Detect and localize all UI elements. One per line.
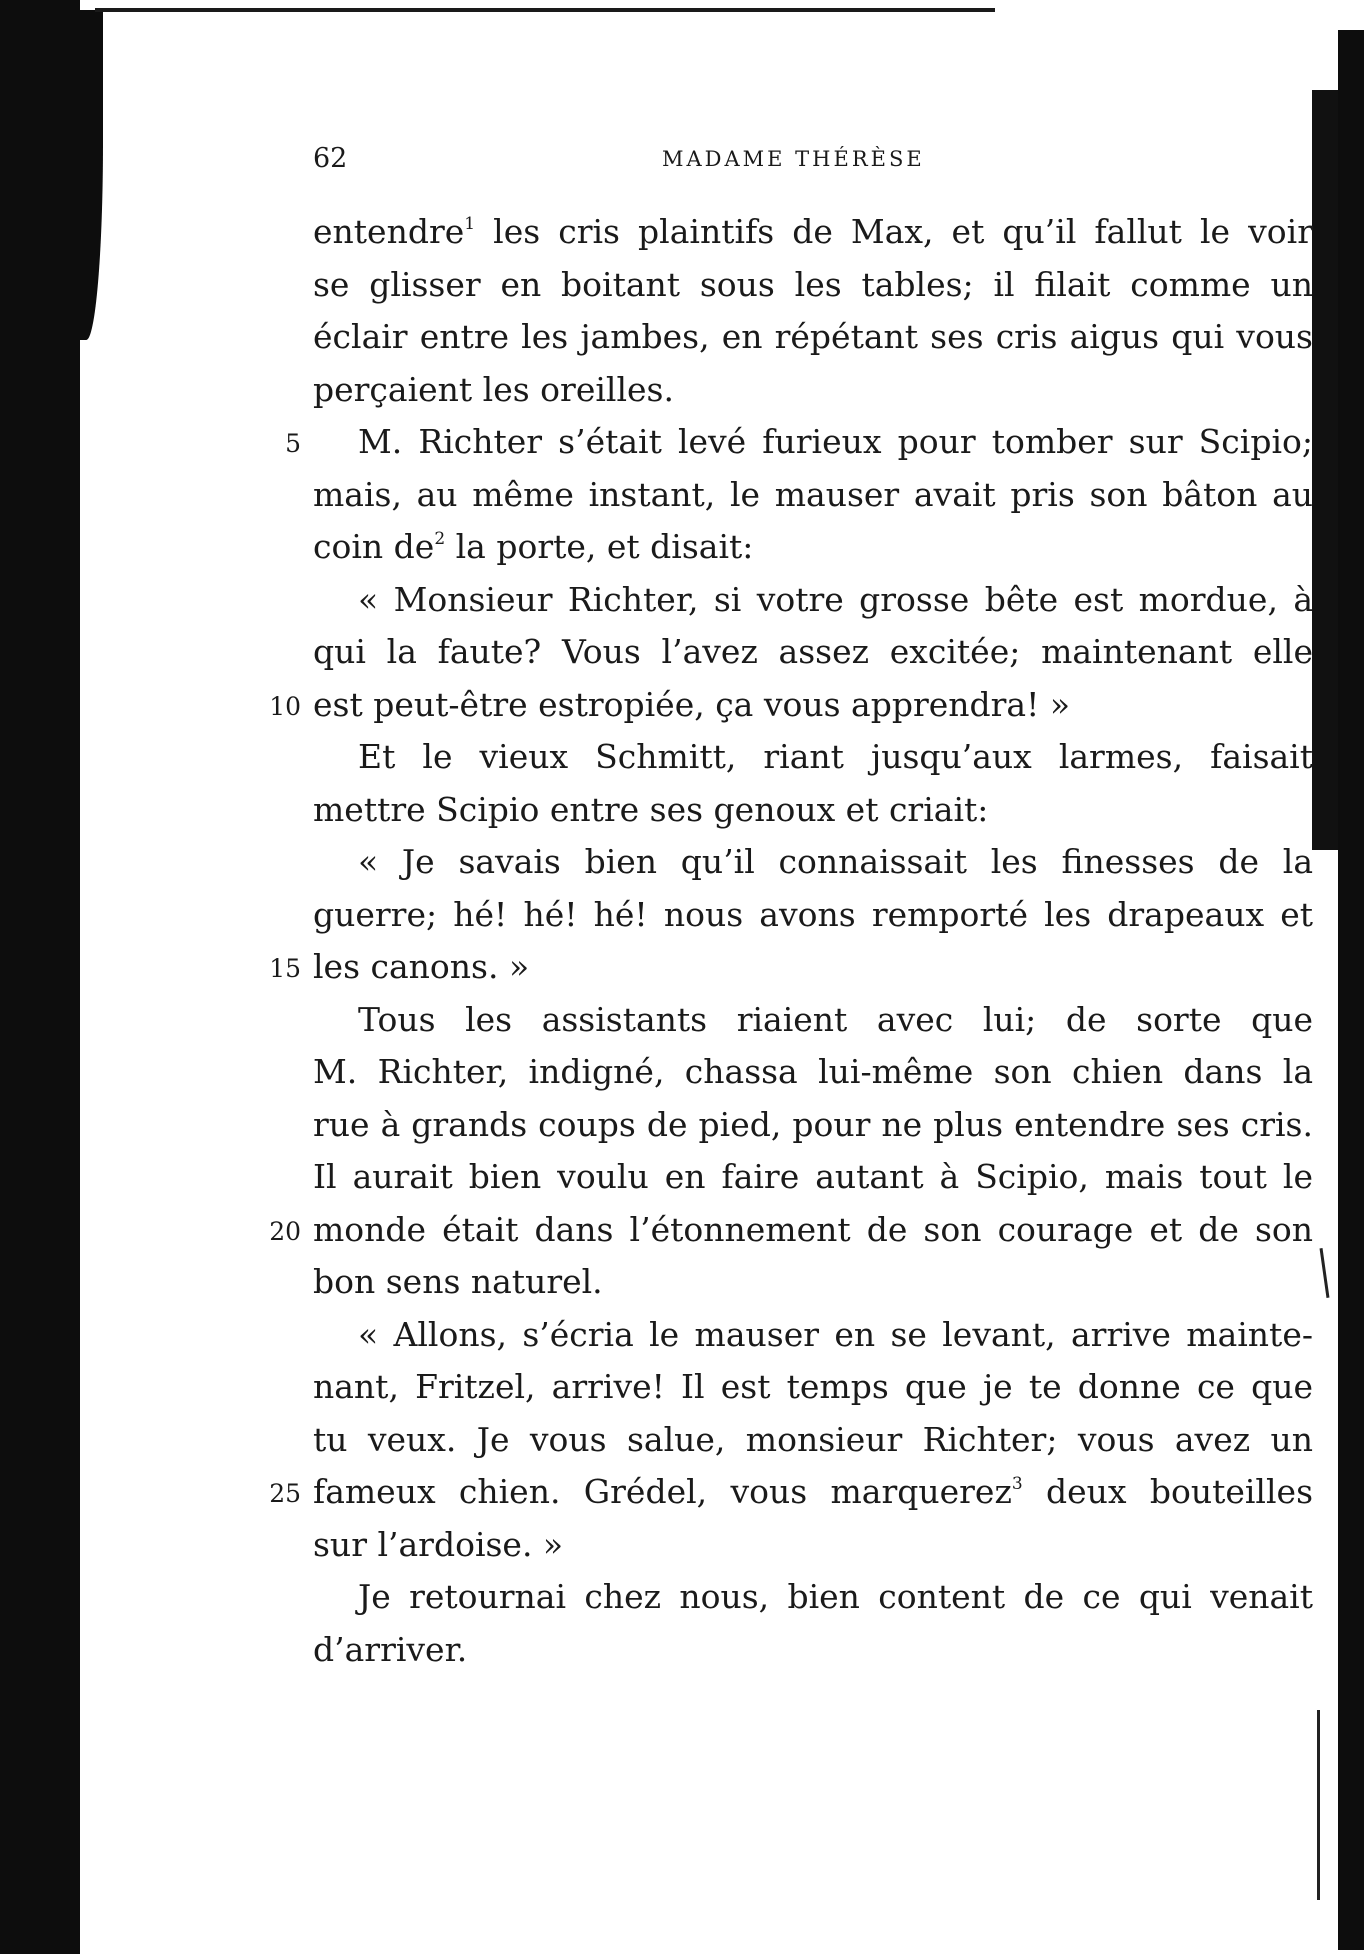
line-text [313, 1624, 1313, 1677]
scan-right-mark [1320, 1248, 1330, 1298]
text-run: nant, Fritzel, arrive! Il est temps que je te donne ce que [313, 1367, 1313, 1406]
text-line [285, 416, 1313, 469]
text-line [313, 574, 1313, 627]
text-run: les canons. » [313, 947, 530, 986]
line-text [313, 626, 1313, 679]
line-text [313, 784, 1313, 837]
text-run: Tous les assistants riaient avec lui; de sorte que [358, 999, 1313, 1039]
line-number: 25 [269, 1479, 301, 1508]
text-run: éclair entre les jambes, en répétant ses cris aigus qui vous [313, 317, 1313, 356]
text-line [313, 784, 1313, 837]
body-text [269, 206, 1313, 1676]
text-line [313, 1519, 1313, 1572]
text-run: perçaient les oreilles. [313, 369, 674, 409]
line-text [313, 1204, 1313, 1257]
footnote-marker: 1 [464, 214, 476, 234]
text-run: sur l’ardoise. » [313, 1524, 564, 1564]
text-line [313, 836, 1313, 889]
line-text [313, 416, 1313, 469]
line-text [313, 1519, 1313, 1572]
text-run: se glisser en boitant sous les tables; il filait comme un [313, 264, 1313, 304]
scan-left-margin-shadow-bump [75, 10, 103, 340]
page-header [313, 143, 1313, 183]
text-line [269, 1204, 1313, 1257]
page-number: 62 [313, 143, 348, 174]
text-line [313, 1414, 1313, 1467]
text-run: mais, au même instant, le mauser avait pris son bâton au [313, 474, 1313, 514]
text-run: M. Richter s’était levé furieux pour tomber sur Scipio; [358, 422, 1313, 461]
text-run: deux bouteilles [1022, 1472, 1313, 1511]
text-run: Il aurait bien voulu en faire autant à Scipio, mais tout le [313, 1157, 1313, 1196]
line-number: 10 [269, 691, 301, 721]
text-run: Et le vieux Schmitt, riant jusqu’aux larmes, faisait [358, 737, 1313, 776]
line-text [313, 1361, 1313, 1414]
line-text [313, 731, 1313, 784]
text-line [313, 889, 1313, 942]
text-line [313, 1151, 1313, 1204]
text-run: fameux chien. Grédel, vous marquerez [313, 1472, 1012, 1511]
line-text [313, 364, 1313, 417]
text-line [313, 731, 1313, 784]
text-line [313, 994, 1313, 1047]
line-text [313, 1414, 1313, 1467]
text-run: « Je savais bien qu’il connaissait les finesses de la [358, 842, 1313, 881]
scan-left-margin-shadow [0, 0, 80, 1954]
running-title: MADAME THÉRÈSE [662, 147, 925, 171]
text-line [313, 469, 1313, 522]
text-line [313, 1309, 1313, 1362]
text-line [313, 1571, 1313, 1624]
text-run: coin de [313, 527, 435, 566]
line-text [313, 1151, 1313, 1204]
line-text [313, 311, 1313, 364]
text-run: la porte, et disait: [445, 527, 754, 566]
text-line [269, 679, 1313, 732]
line-text [313, 259, 1313, 312]
text-line [313, 521, 1313, 574]
text-line [269, 941, 1313, 994]
text-line [313, 1624, 1313, 1677]
line-text [313, 889, 1313, 942]
text-line [313, 1099, 1313, 1152]
line-text [313, 1466, 1313, 1519]
line-text [313, 941, 1313, 994]
text-run: M. Richter, indigné, chassa lui-même son chien dans la [313, 1052, 1313, 1091]
line-text [313, 469, 1313, 522]
scan-right-margin-shadow [1338, 30, 1364, 1950]
text-run: « Monsieur Richter, si votre grosse bête est mordue, à [358, 579, 1313, 619]
text-line [313, 311, 1313, 364]
footnote-marker: 2 [434, 529, 446, 549]
text-line [269, 1466, 1313, 1519]
text-run: mettre Scipio entre ses genoux et criait: [313, 789, 989, 829]
footnote-marker: 3 [1011, 1474, 1023, 1494]
line-number: 15 [269, 954, 301, 983]
text-run: bon sens naturel. [313, 1262, 603, 1301]
text-run: monde était dans l’étonnement de son courage et de son [313, 1209, 1313, 1249]
text-line [313, 206, 1313, 259]
line-text [313, 1256, 1313, 1309]
line-text [313, 1099, 1313, 1152]
line-text [313, 679, 1313, 732]
text-line [313, 259, 1313, 312]
line-text [313, 1309, 1313, 1362]
text-line [313, 626, 1313, 679]
line-number: 20 [269, 1216, 301, 1246]
line-text [313, 521, 1313, 574]
text-line [313, 364, 1313, 417]
line-text [313, 574, 1313, 627]
text-run: les cris plaintifs de Max, et qu’il fallut le voir [475, 212, 1313, 251]
text-line [313, 1256, 1313, 1309]
text-run: « Allons, s’écria le mauser en se levant, arrive mainte- [358, 1314, 1313, 1354]
text-run: est peut-être estropiée, ça vous apprendra! » [313, 684, 1071, 724]
text-run: Je retournai chez nous, bien content de ce qui venait [358, 1577, 1313, 1616]
text-run: rue à grands coups de pied, pour ne plus entendre ses cris. [313, 1104, 1313, 1144]
line-text [313, 994, 1313, 1047]
scan-top-edge-line [95, 8, 995, 12]
text-run: qui la faute? Vous l’avez assez excitée; maintenant elle [313, 632, 1313, 671]
text-run: entendre [313, 212, 465, 251]
text-run: tu veux. Je vous salue, monsieur Richter; vous avez un [313, 1419, 1313, 1459]
scan-right-mark-lower [1317, 1710, 1320, 1900]
text-line [313, 1361, 1313, 1414]
line-number: 5 [285, 429, 301, 458]
line-text [313, 1046, 1313, 1099]
text-run: guerre; hé! hé! hé! nous avons remporté les drapeaux et [313, 894, 1313, 934]
text-run: d’arriver. [313, 1629, 468, 1669]
text-line [313, 1046, 1313, 1099]
line-text [313, 836, 1313, 889]
line-text [313, 1571, 1313, 1624]
line-text [313, 206, 1313, 259]
